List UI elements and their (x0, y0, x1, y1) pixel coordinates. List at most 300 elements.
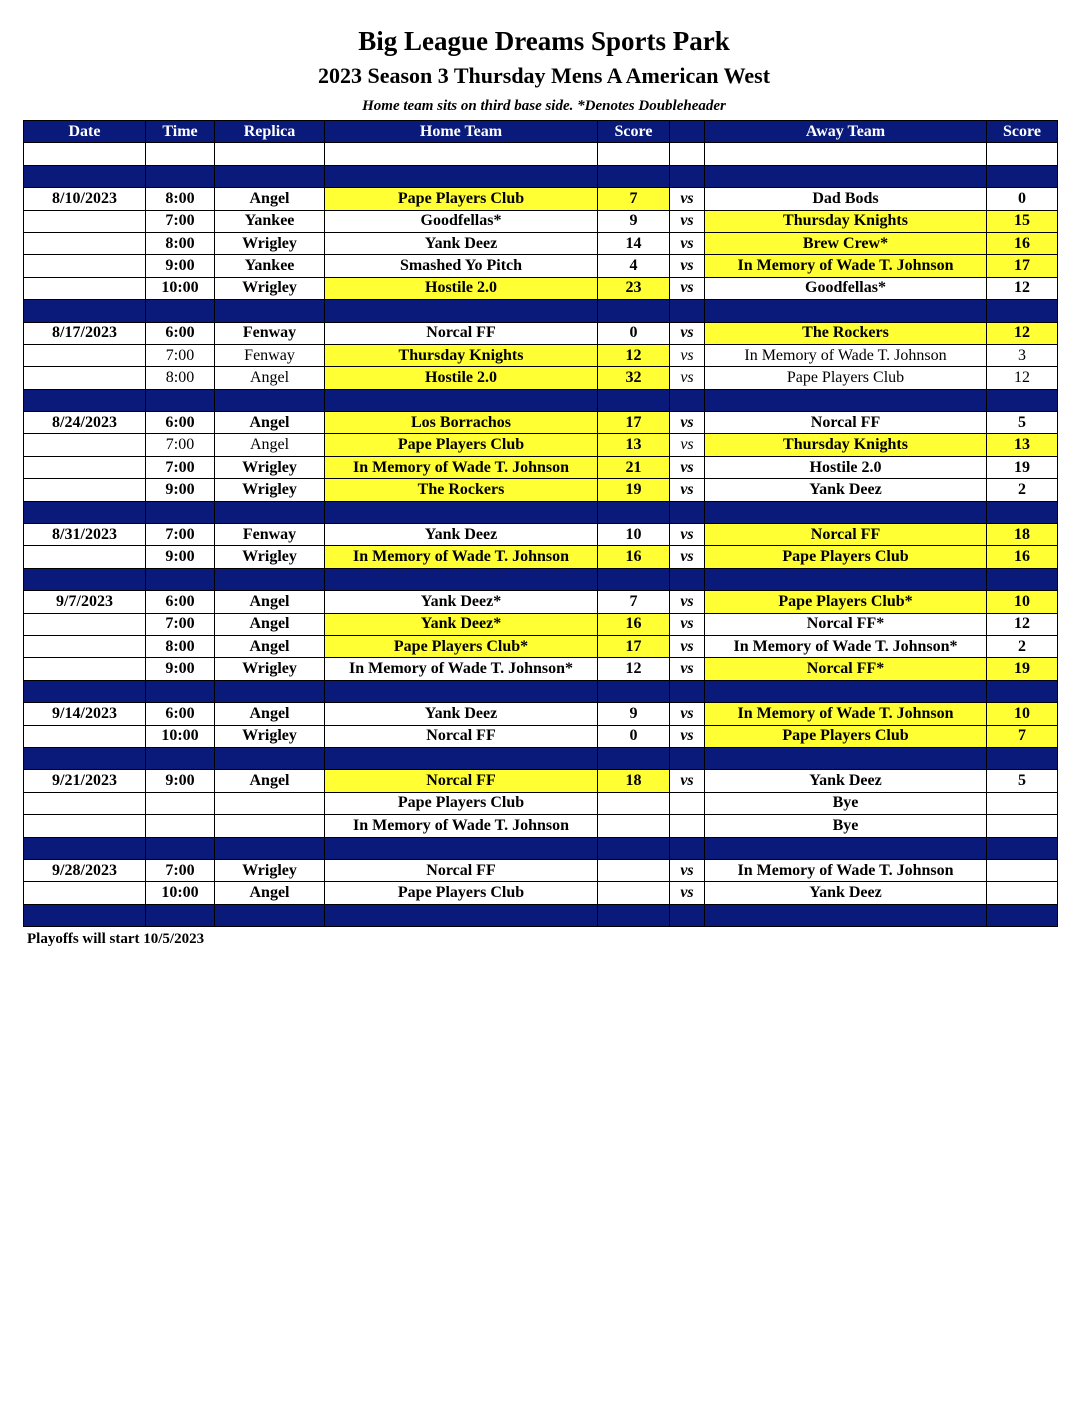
cell-replica: Angel (215, 770, 325, 792)
cell-away-team: Norcal FF (705, 524, 987, 546)
cell-home-score: 23 (598, 277, 670, 299)
cell-replica: Fenway (215, 524, 325, 546)
cell-date: 9/7/2023 (24, 591, 146, 613)
cell-away-team: Thursday Knights (705, 210, 987, 232)
cell-away-team: Goodfellas* (705, 277, 987, 299)
game-row (24, 882, 1058, 904)
header-replica: Replica (215, 121, 325, 143)
cell-away-team: Norcal FF* (705, 658, 987, 680)
cell-home-team: Pape Players Club* (325, 635, 598, 657)
cell-away-score: 5 (987, 770, 1058, 792)
cell-date (24, 904, 146, 926)
cell-replica: Wrigley (215, 479, 325, 501)
cell-home-score: 16 (598, 546, 670, 568)
cell-replica (215, 680, 325, 702)
game-row (24, 546, 1058, 568)
cell-home-score (598, 882, 670, 904)
separator-row (24, 568, 1058, 590)
cell-time: 7:00 (146, 344, 215, 366)
cell-away-score: 15 (987, 210, 1058, 232)
cell-vs: vs (670, 367, 705, 389)
cell-replica: Angel (215, 635, 325, 657)
cell-home-score: 18 (598, 770, 670, 792)
cell-vs: vs (670, 524, 705, 546)
cell-away-score: 12 (987, 367, 1058, 389)
cell-home-team: Los Borrachos (325, 412, 598, 434)
schedule-note: Home team sits on third base side. *Denotes Doubleheader (362, 98, 726, 114)
cell-vs (670, 300, 705, 322)
cell-home-score (598, 300, 670, 322)
cell-date (24, 456, 146, 478)
separator-row (24, 300, 1058, 322)
cell-away-score: 17 (987, 255, 1058, 277)
cell-vs: vs (670, 210, 705, 232)
header-date: Date (24, 121, 146, 143)
game-row (24, 524, 1058, 546)
cell-vs: vs (670, 322, 705, 344)
cell-replica: Fenway (215, 344, 325, 366)
cell-vs: vs (670, 882, 705, 904)
cell-home-team (325, 747, 598, 769)
cell-date (24, 747, 146, 769)
cell-away-team: Bye (705, 815, 987, 837)
cell-vs: vs (670, 703, 705, 725)
cell-time: 9:00 (146, 255, 215, 277)
cell-away-score (987, 165, 1058, 187)
cell-away-score: 3 (987, 344, 1058, 366)
header-away-team: Away Team (705, 121, 987, 143)
cell-replica: Wrigley (215, 546, 325, 568)
cell-away-team: Bye (705, 792, 987, 814)
game-row (24, 613, 1058, 635)
cell-date (24, 882, 146, 904)
cell-vs: vs (670, 613, 705, 635)
game-row (24, 255, 1058, 277)
cell-away-team: Pape Players Club (705, 725, 987, 747)
cell-vs (670, 143, 705, 165)
game-row (24, 210, 1058, 232)
separator-row (24, 680, 1058, 702)
cell-away-team (705, 680, 987, 702)
cell-home-score (598, 501, 670, 523)
cell-away-score: 19 (987, 658, 1058, 680)
cell-date (24, 255, 146, 277)
cell-time: 10:00 (146, 725, 215, 747)
game-row (24, 344, 1058, 366)
cell-vs: vs (670, 859, 705, 881)
cell-home-score (598, 904, 670, 926)
cell-away-team: The Rockers (705, 322, 987, 344)
cell-time: 6:00 (146, 412, 215, 434)
header-vs (670, 121, 705, 143)
cell-away-score: 16 (987, 546, 1058, 568)
cell-date (24, 837, 146, 859)
cell-vs: vs (670, 770, 705, 792)
cell-time (146, 143, 215, 165)
game-row (24, 591, 1058, 613)
cell-away-score (987, 501, 1058, 523)
cell-date: 8/17/2023 (24, 322, 146, 344)
cell-away-score (987, 882, 1058, 904)
cell-home-score: 10 (598, 524, 670, 546)
cell-time: 8:00 (146, 232, 215, 254)
separator-row (24, 747, 1058, 769)
cell-away-score (987, 300, 1058, 322)
cell-away-team (705, 389, 987, 411)
cell-time: 7:00 (146, 434, 215, 456)
cell-time (146, 568, 215, 590)
cell-date (24, 568, 146, 590)
cell-date (24, 434, 146, 456)
game-row (24, 815, 1058, 837)
cell-time: 9:00 (146, 546, 215, 568)
cell-time: 6:00 (146, 591, 215, 613)
cell-away-team (705, 143, 987, 165)
cell-home-score: 9 (598, 703, 670, 725)
cell-replica: Wrigley (215, 456, 325, 478)
cell-vs: vs (670, 232, 705, 254)
cell-away-score: 12 (987, 322, 1058, 344)
cell-away-team: Yank Deez (705, 770, 987, 792)
cell-replica: Angel (215, 188, 325, 210)
cell-away-team (705, 837, 987, 859)
cell-away-team: Hostile 2.0 (705, 456, 987, 478)
cell-home-score: 32 (598, 367, 670, 389)
cell-vs: vs (670, 434, 705, 456)
cell-home-team: In Memory of Wade T. Johnson* (325, 658, 598, 680)
cell-home-score (598, 568, 670, 590)
cell-home-team: Pape Players Club (325, 792, 598, 814)
cell-home-team (325, 389, 598, 411)
schedule-table (23, 120, 1058, 927)
cell-away-score: 10 (987, 591, 1058, 613)
cell-away-score: 18 (987, 524, 1058, 546)
cell-time: 7:00 (146, 456, 215, 478)
cell-away-score: 19 (987, 456, 1058, 478)
cell-away-score: 16 (987, 232, 1058, 254)
cell-replica (215, 792, 325, 814)
cell-home-score (598, 389, 670, 411)
cell-replica: Yankee (215, 210, 325, 232)
cell-date (24, 232, 146, 254)
cell-home-score: 21 (598, 456, 670, 478)
cell-vs (670, 837, 705, 859)
cell-time (146, 501, 215, 523)
cell-vs (670, 165, 705, 187)
cell-date (24, 277, 146, 299)
cell-date (24, 165, 146, 187)
cell-date: 9/28/2023 (24, 859, 146, 881)
cell-time (146, 389, 215, 411)
cell-date (24, 815, 146, 837)
separator-row (24, 501, 1058, 523)
cell-home-score (598, 680, 670, 702)
cell-time: 9:00 (146, 658, 215, 680)
cell-home-team: Norcal FF (325, 770, 598, 792)
cell-time: 9:00 (146, 770, 215, 792)
cell-away-score: 7 (987, 725, 1058, 747)
game-row (24, 635, 1058, 657)
game-row (24, 188, 1058, 210)
cell-replica (215, 300, 325, 322)
cell-home-score: 0 (598, 725, 670, 747)
cell-time: 7:00 (146, 210, 215, 232)
cell-away-score (987, 568, 1058, 590)
cell-away-team: Pape Players Club (705, 546, 987, 568)
cell-home-team (325, 568, 598, 590)
separator-row (24, 389, 1058, 411)
cell-vs: vs (670, 546, 705, 568)
cell-home-score (598, 837, 670, 859)
cell-vs: vs (670, 725, 705, 747)
cell-away-team: Norcal FF* (705, 613, 987, 635)
cell-away-score (987, 747, 1058, 769)
page-subtitle: 2023 Season 3 Thursday Mens A American West (317, 63, 771, 88)
cell-date (24, 300, 146, 322)
cell-time: 7:00 (146, 859, 215, 881)
cell-time: 9:00 (146, 479, 215, 501)
cell-home-team: Yank Deez (325, 703, 598, 725)
cell-home-team (325, 837, 598, 859)
cell-away-score: 12 (987, 277, 1058, 299)
cell-date (24, 658, 146, 680)
cell-away-team (705, 300, 987, 322)
cell-away-score: 2 (987, 635, 1058, 657)
cell-away-score (987, 859, 1058, 881)
cell-vs: vs (670, 658, 705, 680)
cell-vs: vs (670, 591, 705, 613)
cell-replica (215, 389, 325, 411)
cell-replica: Wrigley (215, 232, 325, 254)
cell-date (24, 479, 146, 501)
cell-replica (215, 501, 325, 523)
cell-home-team: In Memory of Wade T. Johnson (325, 815, 598, 837)
cell-home-score: 4 (598, 255, 670, 277)
cell-replica: Wrigley (215, 658, 325, 680)
cell-home-score: 12 (598, 344, 670, 366)
cell-home-team: Pape Players Club (325, 882, 598, 904)
cell-away-team: In Memory of Wade T. Johnson (705, 703, 987, 725)
cell-home-team: Norcal FF (325, 859, 598, 881)
cell-away-team: In Memory of Wade T. Johnson (705, 859, 987, 881)
cell-home-team (325, 165, 598, 187)
cell-date (24, 635, 146, 657)
cell-date: 8/10/2023 (24, 188, 146, 210)
cell-away-team (705, 501, 987, 523)
cell-replica (215, 904, 325, 926)
cell-replica (215, 815, 325, 837)
cell-home-team: In Memory of Wade T. Johnson (325, 546, 598, 568)
separator-row (24, 837, 1058, 859)
cell-away-team: In Memory of Wade T. Johnson* (705, 635, 987, 657)
cell-date (24, 546, 146, 568)
cell-date (24, 725, 146, 747)
playoffs-note: Playoffs will start 10/5/2023 (27, 931, 205, 947)
cell-time: 6:00 (146, 322, 215, 344)
cell-away-score (987, 792, 1058, 814)
cell-home-team: Smashed Yo Pitch (325, 255, 598, 277)
cell-away-team: In Memory of Wade T. Johnson (705, 255, 987, 277)
cell-away-score: 5 (987, 412, 1058, 434)
cell-away-score (987, 143, 1058, 165)
cell-date (24, 501, 146, 523)
cell-away-score: 13 (987, 434, 1058, 456)
cell-vs (670, 815, 705, 837)
game-row (24, 792, 1058, 814)
cell-away-score: 0 (987, 188, 1058, 210)
blank-row (24, 143, 1058, 165)
cell-away-score: 12 (987, 613, 1058, 635)
cell-time (146, 792, 215, 814)
cell-home-team: In Memory of Wade T. Johnson (325, 456, 598, 478)
cell-date (24, 367, 146, 389)
cell-time (146, 837, 215, 859)
cell-vs: vs (670, 255, 705, 277)
header-away-score: Score (987, 121, 1058, 143)
cell-home-score: 9 (598, 210, 670, 232)
cell-replica: Angel (215, 613, 325, 635)
cell-away-score: 10 (987, 703, 1058, 725)
cell-time (146, 747, 215, 769)
cell-vs: vs (670, 479, 705, 501)
cell-home-score: 19 (598, 479, 670, 501)
cell-vs (670, 792, 705, 814)
cell-away-score (987, 389, 1058, 411)
game-row (24, 434, 1058, 456)
cell-away-team: Brew Crew* (705, 232, 987, 254)
cell-away-team: Dad Bods (705, 188, 987, 210)
cell-replica: Yankee (215, 255, 325, 277)
cell-time: 10:00 (146, 882, 215, 904)
cell-home-team: Yank Deez (325, 524, 598, 546)
game-row (24, 703, 1058, 725)
cell-time (146, 815, 215, 837)
cell-home-team: Norcal FF (325, 725, 598, 747)
cell-date (24, 613, 146, 635)
cell-replica (215, 837, 325, 859)
game-row (24, 770, 1058, 792)
cell-date: 8/31/2023 (24, 524, 146, 546)
cell-time: 6:00 (146, 703, 215, 725)
cell-away-team (705, 904, 987, 926)
game-row (24, 322, 1058, 344)
cell-vs (670, 904, 705, 926)
cell-replica: Angel (215, 882, 325, 904)
cell-date (24, 344, 146, 366)
cell-time: 10:00 (146, 277, 215, 299)
page-title: Big League Dreams Sports Park (358, 26, 730, 56)
cell-home-score: 7 (598, 188, 670, 210)
cell-replica (215, 568, 325, 590)
game-row (24, 367, 1058, 389)
cell-home-team: Hostile 2.0 (325, 277, 598, 299)
separator-row (24, 904, 1058, 926)
cell-home-team (325, 300, 598, 322)
cell-home-team: Yank Deez* (325, 613, 598, 635)
cell-time (146, 680, 215, 702)
header-row (24, 121, 1058, 143)
cell-replica: Angel (215, 434, 325, 456)
cell-home-score: 17 (598, 412, 670, 434)
cell-vs (670, 389, 705, 411)
cell-away-score (987, 815, 1058, 837)
cell-vs: vs (670, 635, 705, 657)
cell-home-team: Thursday Knights (325, 344, 598, 366)
header-home-team: Home Team (325, 121, 598, 143)
cell-time: 7:00 (146, 524, 215, 546)
cell-vs (670, 568, 705, 590)
cell-home-team (325, 680, 598, 702)
cell-away-team: Thursday Knights (705, 434, 987, 456)
cell-away-team: Yank Deez (705, 882, 987, 904)
cell-away-score (987, 904, 1058, 926)
cell-away-team (705, 165, 987, 187)
cell-time (146, 165, 215, 187)
cell-replica: Wrigley (215, 277, 325, 299)
cell-home-team: Pape Players Club (325, 434, 598, 456)
cell-time: 7:00 (146, 613, 215, 635)
game-row (24, 232, 1058, 254)
cell-replica (215, 165, 325, 187)
cell-time (146, 904, 215, 926)
cell-home-score: 14 (598, 232, 670, 254)
cell-time: 8:00 (146, 635, 215, 657)
cell-vs: vs (670, 456, 705, 478)
cell-vs: vs (670, 344, 705, 366)
cell-home-team: Yank Deez* (325, 591, 598, 613)
cell-home-score: 13 (598, 434, 670, 456)
cell-time: 8:00 (146, 188, 215, 210)
cell-replica: Wrigley (215, 859, 325, 881)
cell-vs: vs (670, 412, 705, 434)
cell-home-team: Norcal FF (325, 322, 598, 344)
cell-away-team (705, 747, 987, 769)
cell-date (24, 143, 146, 165)
cell-away-team (705, 568, 987, 590)
cell-replica: Angel (215, 703, 325, 725)
cell-replica: Angel (215, 367, 325, 389)
game-row (24, 412, 1058, 434)
cell-home-score (598, 165, 670, 187)
cell-home-team: Yank Deez (325, 232, 598, 254)
cell-date (24, 792, 146, 814)
cell-away-team: In Memory of Wade T. Johnson (705, 344, 987, 366)
cell-date: 8/24/2023 (24, 412, 146, 434)
cell-home-score: 17 (598, 635, 670, 657)
cell-date (24, 210, 146, 232)
game-row (24, 277, 1058, 299)
header-home-score: Score (598, 121, 670, 143)
cell-away-score: 2 (987, 479, 1058, 501)
game-row (24, 479, 1058, 501)
cell-vs: vs (670, 188, 705, 210)
game-row (24, 456, 1058, 478)
cell-home-team (325, 501, 598, 523)
cell-away-team: Pape Players Club* (705, 591, 987, 613)
cell-replica (215, 143, 325, 165)
cell-home-score (598, 747, 670, 769)
cell-home-score (598, 859, 670, 881)
cell-vs: vs (670, 277, 705, 299)
cell-away-score (987, 837, 1058, 859)
cell-home-team: Goodfellas* (325, 210, 598, 232)
cell-home-team (325, 904, 598, 926)
cell-away-score (987, 680, 1058, 702)
cell-home-score (598, 815, 670, 837)
cell-home-team: The Rockers (325, 479, 598, 501)
cell-vs (670, 501, 705, 523)
cell-home-team: Hostile 2.0 (325, 367, 598, 389)
